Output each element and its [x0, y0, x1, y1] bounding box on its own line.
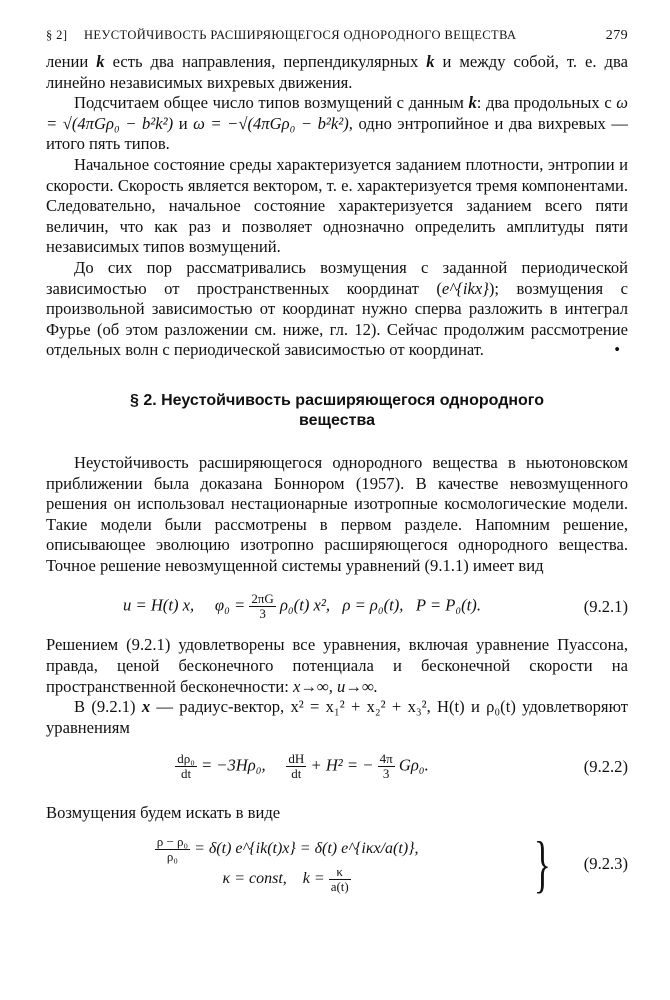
omega-minus-formula: ω = −√(4πGρ₀ − b²k²)	[193, 113, 349, 133]
section-heading: § 2. Неустойчивость расширяющегося однородного вещества	[129, 391, 545, 429]
equation-tag: (9.2.2)	[583, 756, 628, 776]
equation-9-2-3: $\frac{\text{ρ − ρ₀}}{\text{ρ₀}}$ = δ(t) e^{ik(t)x} = δ(t) e^{iκx/a(t)}, κ = const, k = $\frac{\kappa}{a(t)}$ } (9.2.3)	[156, 828, 628, 900]
header-title: НЕУСТОЙЧИВОСТЬ РАСШИРЯЮЩЕГОСЯ ОДНОРОДНОГО ВЕЩЕСТВА	[84, 28, 517, 42]
equation-9-2-2: $\frac{\text{dρ₀}}{dt}$ = −3Hρ₀, $\frac{dH}{dt}$ + H² = − $\frac{4\pi}{3}$ Gρ₀. (9.2.2)	[177, 751, 628, 782]
right-brace: }	[534, 828, 552, 900]
paragraph-1: лении k есть два направления, перпендикулярных k и между собой, т. е. два линейно независимых вихревых движения.	[46, 52, 628, 92]
page-number: 279	[605, 28, 628, 43]
paragraph-6: Решением (9.2.1) удовлетворены все уравнения, включая уравнение Пуассона, правда, ценой бесконечного потенциала и бесконечной скорости на пространственной бесконечности: x→∞, u→∞.	[46, 635, 628, 696]
book-page	[46, 28, 629, 900]
paragraph-7: В (9.2.1) x — радиус-вектор, x² = x₁² + x₂² + x₃², H(t) и ρ₀(t) удовлетворяют уравнениям	[46, 697, 628, 737]
running-header	[46, 28, 628, 52]
paragraph-3: Начальное состояние среды характеризуется заданием плотности, энтропии и скорости. Скорость является вектором, т. е. характеризуется тремя компонентами. Следовательно, начальное состояние характеризуется заданием всего пяти величин, что как раз и позволяет однозначно определить амплитуды пяти независимых типов возмущений.	[46, 154, 628, 257]
paragraph-5: Неустойчивость расширяющегося однородного вещества в ньютоновском приближении была доказана Боннором (1957). В качестве невозмущенного решения он использовал нестационарные изотропные космологические модели. Такие модели были рассмотрены в первом разделе. Напомним решение, описывающее эволюцию изотропно расширяющегося однородного вещества. Точное решение невозмущенной системы уравнений (9.1.1) имеет вид	[46, 452, 628, 575]
bullet-mark: •	[614, 340, 620, 360]
header-section: § 2]	[46, 28, 68, 42]
paragraph-8: Возмущения будем искать в виде	[46, 803, 281, 823]
equation-tag: (9.2.1)	[583, 596, 628, 616]
equation-9-2-1: u = H(t) x, φ₀ = $\frac{2\pi G}{3}$ ρ₀(t) x², ρ = ρ₀(t), P = P₀(t). (9.2.1)	[123, 591, 628, 622]
omega-plus-formula: ω = √(4πGρ₀ − b²k²)	[46, 93, 629, 133]
equation-tag: (9.2.3)	[583, 854, 628, 874]
paragraph-2: Подсчитаем общее число типов возмущений с данным k: два продольных с ω = √(4πGρ₀ − b²k²) и ω = −√(4πGρ₀ − b²k²), одно энтропийное и два вихревых — итого пять типов.	[46, 93, 629, 154]
paragraph-4: До сих пор рассматривались возмущения с заданной периодической зависимостью от пространственных координат (e^{ikx}); возмущения с произвольной зависимостью от координат нужно сперва разложить в интеграл Фурье (об этом разложении см. ниже, гл. 12). Сейчас продолжим рассмотрение отдельных волн с периодической зависимостью от координат. •	[46, 257, 628, 360]
